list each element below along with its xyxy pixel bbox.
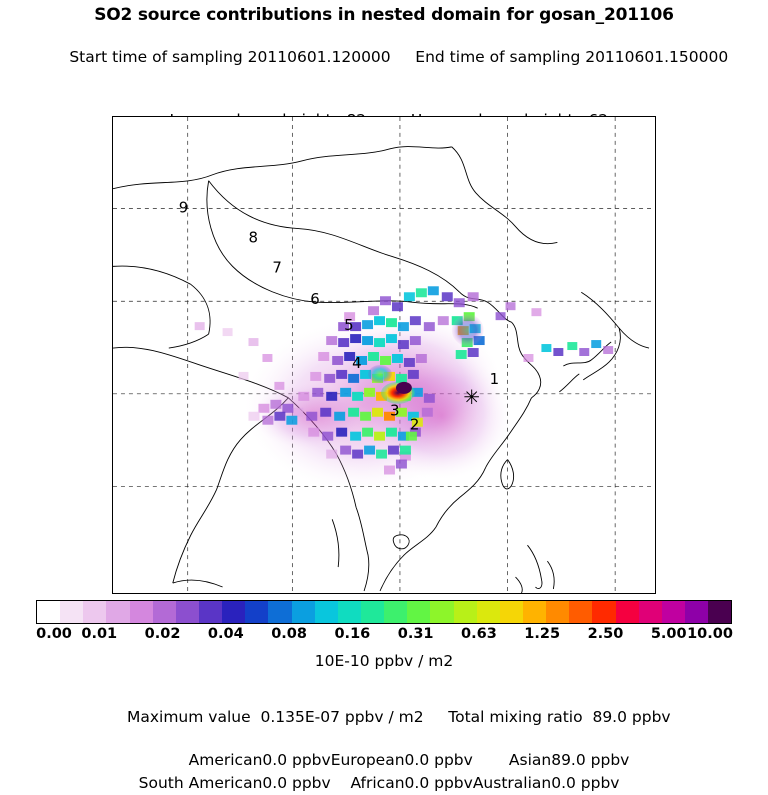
colorbar-tick-0.04: 0.04: [207, 626, 244, 642]
colorbar-unit-label: 10E-10 ppbv / m2: [314, 652, 454, 670]
colorbar-swatch-15: [384, 601, 407, 623]
colorbar-swatch-0: [37, 601, 60, 623]
map-panel: [112, 116, 656, 594]
colorbar-swatch-28: [685, 601, 708, 623]
colorbar-gradient: [36, 600, 732, 624]
map-canvas: [113, 117, 655, 593]
colorbar-swatch-6: [176, 601, 199, 623]
region-value-australian: 0.0 ppbv: [551, 774, 620, 792]
region-value-european: 0.0 ppbv: [404, 751, 473, 769]
colorbar-swatch-23: [569, 601, 592, 623]
colorbar-tick-1.25: 1.25: [524, 626, 561, 642]
table-row: [139, 772, 630, 795]
colorbar-tick-0.02: 0.02: [144, 626, 181, 642]
colorbar-swatch-10: [268, 601, 291, 623]
trajectory-label-9: 9: [178, 198, 189, 217]
colorbar-tick-2.50: 2.50: [587, 626, 624, 642]
colorbar-tick-0.31: 0.31: [397, 626, 434, 642]
colorbar-swatch-13: [338, 601, 361, 623]
colorbar: [36, 600, 732, 624]
sampling-times: [0, 26, 768, 89]
region-value-south-american: 0.0 ppbv: [262, 774, 331, 792]
colorbar-swatch-29: [708, 601, 731, 623]
trajectory-label-3: 3: [389, 401, 400, 420]
trajectory-label-4: 4: [352, 353, 362, 372]
trajectory-label-6: 6: [310, 290, 320, 309]
region-label-european: European: [330, 751, 405, 769]
colorbar-tick-5.00: 5.00: [650, 626, 687, 642]
colorbar-swatch-14: [361, 601, 384, 623]
trajectory-label-7: 7: [272, 258, 282, 277]
maximum-value: 0.135E-07 ppbv / m2: [260, 708, 424, 726]
region-label-asian: Asian: [508, 751, 552, 769]
colorbar-swatch-25: [616, 601, 639, 623]
region-label-african: African: [350, 774, 405, 792]
colorbar-tick-0.16: 0.16: [334, 626, 371, 642]
trajectory-label-2: 2: [409, 415, 420, 434]
colorbar-tick-labels: [0, 626, 768, 644]
region-label-australian: Australian: [472, 774, 552, 792]
page-title: SO2 source contributions in nested domain for gosan_201106: [94, 5, 674, 25]
region-value-african: 0.0 ppbv: [404, 774, 473, 792]
colorbar-swatch-2: [83, 601, 106, 623]
colorbar-swatch-12: [315, 601, 338, 623]
colorbar-swatch-19: [477, 601, 500, 623]
start-time-label: Start time of sampling 20110601.120000: [69, 48, 391, 66]
svg-text:✳: ✳: [463, 385, 481, 409]
summary-line: [0, 686, 768, 749]
colorbar-swatch-21: [523, 601, 546, 623]
colorbar-swatch-9: [245, 601, 268, 623]
region-label-american: American: [188, 751, 263, 769]
colorbar-swatch-16: [407, 601, 430, 623]
region-label-south-american: South American: [138, 774, 263, 792]
figure-footer: [0, 686, 768, 795]
trajectory-label-8: 8: [248, 228, 259, 247]
colorbar-tick-0.63: 0.63: [461, 626, 497, 642]
trajectory-label-5: 5: [344, 316, 354, 335]
colorbar-tick-10.00: 10.00: [687, 626, 733, 642]
colorbar-tick-0.08: 0.08: [271, 626, 307, 642]
table-row: [139, 749, 630, 772]
colorbar-swatch-8: [222, 601, 245, 623]
trajectory-label-1: 1: [489, 369, 500, 388]
end-time-label: End time of sampling 20110601.150000: [415, 48, 729, 66]
colorbar-swatch-26: [639, 601, 662, 623]
region-value-american: 0.0 ppbv: [262, 751, 331, 769]
colorbar-swatch-24: [592, 601, 615, 623]
colorbar-swatch-3: [106, 601, 129, 623]
colorbar-swatch-11: [292, 601, 315, 623]
colorbar-swatch-7: [199, 601, 222, 623]
colorbar-tick-0.00: 0.00: [36, 626, 72, 642]
colorbar-swatch-27: [662, 601, 685, 623]
colorbar-swatch-1: [60, 601, 83, 623]
colorbar-swatch-5: [153, 601, 176, 623]
total-mixing-ratio-label: Total mixing ratio: [448, 708, 583, 726]
colorbar-tick-0.01: 0.01: [81, 626, 118, 642]
region-contributions-table: [139, 749, 630, 795]
total-mixing-ratio-value: 89.0 ppbv: [592, 708, 671, 726]
region-value-asian: 89.0 ppbv: [551, 751, 630, 769]
colorbar-swatch-20: [500, 601, 523, 623]
colorbar-swatch-18: [454, 601, 477, 623]
maximum-value-label: Maximum value: [126, 708, 251, 726]
colorbar-swatch-22: [546, 601, 569, 623]
colorbar-swatch-4: [130, 601, 153, 623]
colorbar-swatch-17: [430, 601, 453, 623]
receptor-station-marker: [463, 386, 480, 409]
